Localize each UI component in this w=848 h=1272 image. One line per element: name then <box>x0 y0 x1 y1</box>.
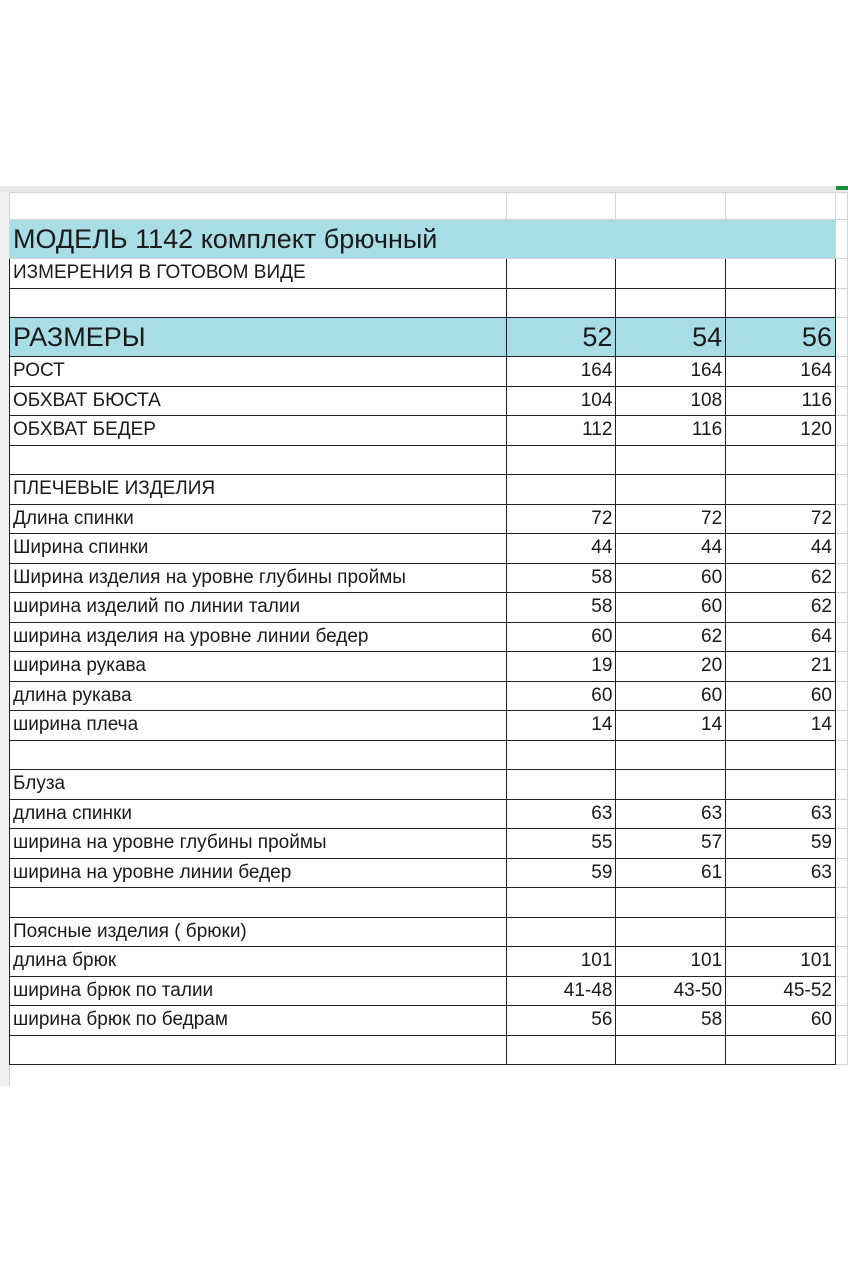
measurement-value[interactable]: 20 <box>616 652 726 682</box>
measurement-value[interactable]: 72 <box>726 504 836 534</box>
measurement-row <box>10 357 848 387</box>
blank-row <box>10 888 848 918</box>
measurement-label[interactable]: Ширина спинки <box>10 534 507 564</box>
measurement-value[interactable]: 72 <box>616 504 726 534</box>
blank-row <box>10 288 848 318</box>
measurement-value[interactable]: 62 <box>726 593 836 623</box>
measurement-row <box>10 563 848 593</box>
blank-row <box>10 193 848 220</box>
measurement-row <box>10 416 848 446</box>
title-row <box>10 220 848 259</box>
measurement-row <box>10 681 848 711</box>
measurement-value[interactable]: 55 <box>506 829 616 859</box>
section-heading-row <box>10 770 848 800</box>
measurement-row <box>10 386 848 416</box>
measurement-label[interactable]: Длина спинки <box>10 504 507 534</box>
measurement-value[interactable]: 44 <box>506 534 616 564</box>
measurement-row <box>10 858 848 888</box>
measurement-row <box>10 799 848 829</box>
measurement-value[interactable]: 58 <box>616 1006 726 1036</box>
measurement-value[interactable]: 63 <box>726 858 836 888</box>
measurement-label[interactable]: ширина брюк по талии <box>10 976 507 1006</box>
measurement-value[interactable]: 59 <box>726 829 836 859</box>
measurement-label[interactable]: ОБХВАТ БЮСТА <box>10 386 507 416</box>
measurement-value[interactable]: 60 <box>726 1006 836 1036</box>
blank-row <box>10 740 848 770</box>
measurement-value[interactable]: 63 <box>506 799 616 829</box>
blank-row <box>10 1035 848 1065</box>
measurement-label[interactable]: ширина на уровне глубины проймы <box>10 829 507 859</box>
measurement-value[interactable]: 101 <box>506 947 616 977</box>
measurement-value[interactable]: 64 <box>726 622 836 652</box>
measurement-value[interactable]: 60 <box>506 622 616 652</box>
measurement-row <box>10 1006 848 1036</box>
measurement-row <box>10 593 848 623</box>
measurement-row <box>10 976 848 1006</box>
measurement-value[interactable]: 60 <box>616 563 726 593</box>
measurement-value[interactable]: 164 <box>616 357 726 387</box>
measurement-label[interactable]: ширина изделий по линии талии <box>10 593 507 623</box>
measurement-value[interactable]: 44 <box>726 534 836 564</box>
measurement-label[interactable]: длина спинки <box>10 799 507 829</box>
measurement-value[interactable]: 57 <box>616 829 726 859</box>
measurement-label[interactable]: ОБХВАТ БЕДЕР <box>10 416 507 446</box>
measurement-value[interactable]: 14 <box>506 711 616 741</box>
measurement-value[interactable]: 72 <box>506 504 616 534</box>
measurement-value[interactable]: 116 <box>616 416 726 446</box>
section-heading[interactable]: Поясные изделия ( брюки) <box>10 917 507 947</box>
size-52[interactable]: 52 <box>506 318 616 357</box>
measurement-label[interactable]: Ширина изделия на уровне глубины проймы <box>10 563 507 593</box>
section-heading-row <box>10 917 848 947</box>
measurement-row <box>10 622 848 652</box>
measurement-label[interactable]: длина рукава <box>10 681 507 711</box>
measurement-value[interactable]: 101 <box>616 947 726 977</box>
measurement-label[interactable]: ширина на уровне линии бедер <box>10 858 507 888</box>
measurement-row <box>10 829 848 859</box>
measurement-value[interactable]: 56 <box>506 1006 616 1036</box>
sizes-row <box>10 318 848 357</box>
size-chart-table <box>9 192 848 1065</box>
measurement-value[interactable]: 59 <box>506 858 616 888</box>
measurement-value[interactable]: 120 <box>726 416 836 446</box>
measurement-value[interactable]: 43-50 <box>616 976 726 1006</box>
measurement-row <box>10 947 848 977</box>
measurement-value[interactable]: 101 <box>726 947 836 977</box>
subtitle[interactable]: ИЗМЕРЕНИЯ В ГОТОВОМ ВИДЕ <box>10 259 507 289</box>
measurement-value[interactable]: 44 <box>616 534 726 564</box>
model-title[interactable]: МОДЕЛЬ 1142 комплект брючный <box>10 220 836 259</box>
measurement-value[interactable]: 14 <box>616 711 726 741</box>
subtitle-row <box>10 259 848 289</box>
measurement-value[interactable]: 164 <box>726 357 836 387</box>
measurement-value[interactable]: 60 <box>616 593 726 623</box>
measurement-value[interactable]: 108 <box>616 386 726 416</box>
measurement-value[interactable]: 58 <box>506 593 616 623</box>
measurement-value[interactable]: 21 <box>726 652 836 682</box>
blank-row <box>10 445 848 475</box>
measurement-value[interactable]: 60 <box>506 681 616 711</box>
section-heading[interactable]: Блуза <box>10 770 507 800</box>
measurement-value[interactable]: 62 <box>616 622 726 652</box>
section-heading-row <box>10 475 848 505</box>
measurement-label[interactable]: ширина плеча <box>10 711 507 741</box>
measurement-value[interactable]: 58 <box>506 563 616 593</box>
section-heading[interactable]: ПЛЕЧЕВЫЕ ИЗДЕЛИЯ <box>10 475 507 505</box>
measurement-value[interactable]: 112 <box>506 416 616 446</box>
measurement-value[interactable]: 61 <box>616 858 726 888</box>
measurement-row <box>10 652 848 682</box>
measurement-value[interactable]: 104 <box>506 386 616 416</box>
measurement-row <box>10 534 848 564</box>
size-54[interactable]: 54 <box>616 318 726 357</box>
measurement-row <box>10 504 848 534</box>
size-56[interactable]: 56 <box>726 318 836 357</box>
measurement-value[interactable]: 60 <box>616 681 726 711</box>
sizes-label[interactable]: РАЗМЕРЫ <box>10 318 507 357</box>
measurement-label[interactable]: ширина рукава <box>10 652 507 682</box>
measurement-value[interactable]: 63 <box>616 799 726 829</box>
measurement-value[interactable]: 116 <box>726 386 836 416</box>
spreadsheet <box>0 186 848 1086</box>
measurement-value[interactable]: 14 <box>726 711 836 741</box>
measurement-value[interactable]: 41-48 <box>506 976 616 1006</box>
measurement-value[interactable]: 63 <box>726 799 836 829</box>
measurement-label[interactable]: длина брюк <box>10 947 507 977</box>
measurement-label[interactable]: ширина брюк по бедрам <box>10 1006 507 1036</box>
measurement-value[interactable]: 62 <box>726 563 836 593</box>
measurement-value[interactable]: 19 <box>506 652 616 682</box>
measurement-label[interactable]: ширина изделия на уровне линии бедер <box>10 622 507 652</box>
measurement-value[interactable]: 45-52 <box>726 976 836 1006</box>
measurement-value[interactable]: 60 <box>726 681 836 711</box>
measurement-value[interactable]: 164 <box>506 357 616 387</box>
measurement-label[interactable]: РОСТ <box>10 357 507 387</box>
measurement-row <box>10 711 848 741</box>
selection-marker <box>836 186 848 190</box>
